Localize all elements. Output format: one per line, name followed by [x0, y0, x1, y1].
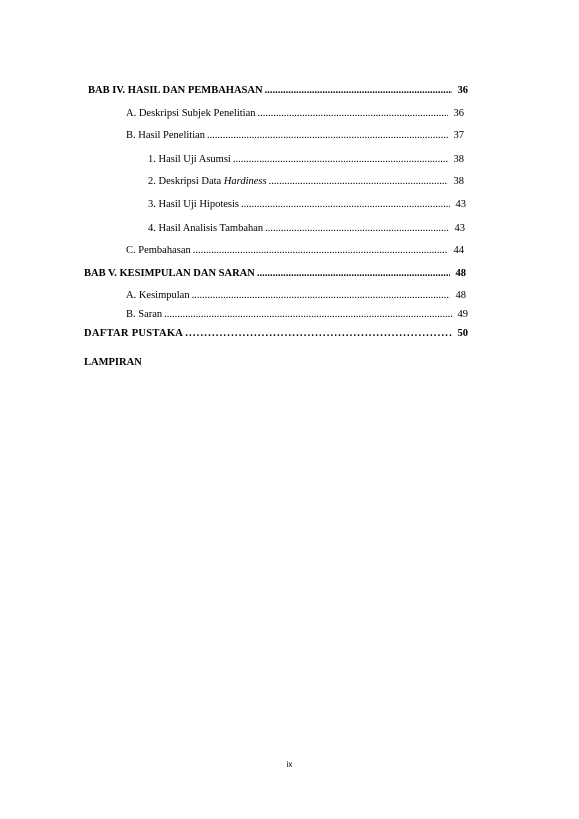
toc-entry-page: 43 — [455, 199, 466, 210]
toc-entry-page: 38 — [453, 176, 464, 187]
toc-entry-page: 48 — [455, 290, 466, 301]
toc-entry-pembahasan — [126, 244, 464, 257]
toc-entry-label — [148, 175, 267, 188]
toc-entry-label: A. Deskripsi Subjek Penelitian — [126, 108, 256, 119]
toc-entry-page: 36 — [457, 85, 468, 96]
toc-entry-label: 4. Hasil Analisis Tambahan — [148, 223, 264, 234]
toc-entry-page: 48 — [455, 268, 466, 279]
toc-entry-uji-hipotesis — [148, 198, 466, 211]
toc-leader-dots — [185, 327, 452, 340]
toc-leader-dots — [269, 175, 448, 188]
toc-entry-uji-asumsi — [148, 153, 464, 166]
toc-entry-label: 1. Hasil Uji Asumsi — [148, 154, 231, 165]
toc-leader-dots — [192, 289, 450, 302]
toc-entry-deskripsi-data-hardiness — [148, 175, 464, 188]
toc-entry-daftar-pustaka — [84, 327, 468, 340]
toc-entry-kesimpulan — [126, 289, 466, 302]
toc-entry-label: C. Pembahasan — [126, 245, 191, 256]
toc-entry-page: 38 — [453, 154, 464, 165]
toc-leader-dots — [258, 107, 449, 120]
toc-entry-label: DAFTAR PUSTAKA — [84, 328, 184, 339]
toc-leader-dots — [265, 84, 452, 97]
toc-leader-dots — [257, 267, 450, 280]
toc-entry-saran — [126, 308, 468, 321]
toc-entry-label: 3. Hasil Uji Hipotesis — [148, 199, 239, 210]
toc-entry-label-prefix: 2. Deskripsi Data — [148, 176, 224, 187]
toc-entry-bab-iv — [88, 84, 468, 97]
toc-entry-hasil-penelitian — [126, 129, 464, 142]
toc-leader-dots — [164, 308, 452, 321]
toc-leader-dots — [241, 198, 450, 211]
toc-leader-dots — [265, 222, 449, 235]
toc-entry-label: B. Hasil Penelitian — [126, 130, 206, 141]
toc-entry-label-italic: Hardiness — [223, 176, 267, 187]
toc-leader-dots — [233, 153, 448, 166]
toc-entry-label: BAB IV. HASIL DAN PEMBAHASAN — [88, 85, 263, 96]
toc-entry-page: 43 — [454, 223, 465, 234]
toc-entry-lampiran: LAMPIRAN — [84, 357, 142, 368]
toc-entry-page: 37 — [453, 130, 464, 141]
page-number: ix — [286, 760, 293, 769]
toc-entry-label: B. Saran — [126, 309, 163, 320]
toc-leader-dots — [207, 129, 448, 142]
toc-entry-page: 36 — [453, 108, 464, 119]
toc-leader-dots — [193, 244, 448, 257]
toc-entry-page: 44 — [453, 245, 464, 256]
toc-entry-label: A. Kesimpulan — [126, 290, 190, 301]
toc-entry-bab-v — [84, 267, 466, 280]
toc-entry-deskripsi-subjek — [126, 107, 464, 120]
toc-entry-analisis-tambahan — [148, 222, 465, 235]
toc-entry-page: 49 — [457, 309, 468, 320]
toc-entry-page: 50 — [457, 328, 468, 339]
toc-entry-label: BAB V. KESIMPULAN DAN SARAN — [84, 268, 255, 279]
